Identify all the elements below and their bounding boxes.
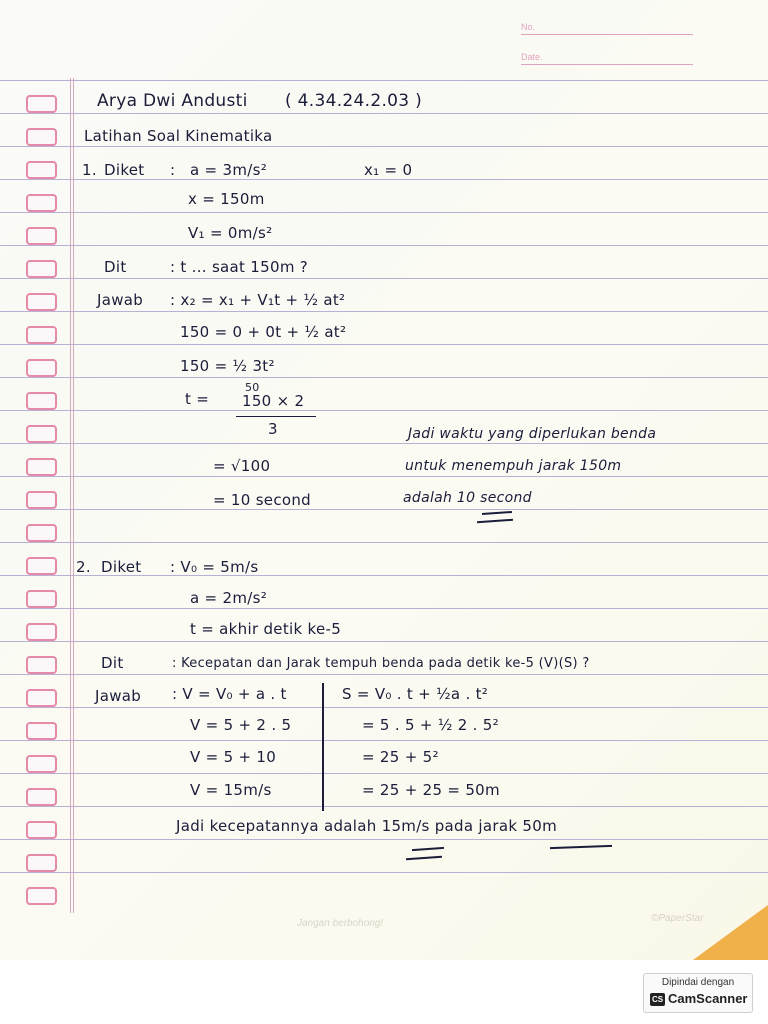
ruled-line: [0, 806, 768, 807]
problem1-conclusion-line2: untuk menempuh jarak 150m: [405, 458, 622, 474]
problem1-jawab-label: Jawab: [97, 291, 144, 309]
scanner-watermark: [643, 973, 753, 1013]
binder-ring: [26, 524, 57, 542]
ruled-line: [0, 80, 768, 81]
problem1-diket-label: Diket: [104, 161, 145, 179]
binder-ring: [26, 293, 57, 311]
binder-ring: [26, 590, 57, 608]
binder-ring: [26, 887, 57, 905]
student-name: Arya Dwi Andusti: [97, 91, 248, 111]
binder-ring: [26, 161, 57, 179]
binder-ring: [26, 128, 57, 146]
column-divider: [322, 683, 324, 811]
problem1-conclusion-line3: adalah 10 second: [403, 490, 532, 506]
binder-ring: [26, 821, 57, 839]
binder-ring: [26, 425, 57, 443]
ruled-line: [0, 278, 768, 279]
problem1-given-a: a = 3m/s²: [190, 161, 268, 179]
margin-line-left: [70, 78, 71, 913]
binder-ring: [26, 854, 57, 872]
ruled-line: [0, 872, 768, 873]
problem2-diket-label: Diket: [101, 558, 142, 576]
binder-ring: [26, 689, 57, 707]
ruled-line: [0, 641, 768, 642]
problem1-step6: = 10 second: [213, 491, 311, 509]
binder-ring: [26, 458, 57, 476]
ruled-line: [0, 443, 768, 444]
ruled-line: [0, 608, 768, 609]
problem2-velocity-step4: V = 15m/s: [190, 781, 272, 799]
ruled-line: [0, 707, 768, 708]
binder-ring: [26, 194, 57, 212]
ruled-line: [0, 179, 768, 180]
answer-underline: [482, 511, 512, 515]
problem2-dit-text: : Kecepatan dan Jarak tempuh benda pada detik ke-5 (V)(S) ?: [172, 656, 590, 671]
problem1-dit-label: Dit: [104, 258, 127, 276]
date-label: Date.: [521, 52, 543, 62]
binder-ring: [26, 326, 57, 344]
date-line: [521, 64, 693, 65]
problem2-given-v0: : V₀ = 5m/s: [170, 558, 259, 576]
footer-brand: ©PaperStar: [651, 913, 704, 924]
ruled-line: [0, 773, 768, 774]
binder-ring: [26, 95, 57, 113]
problem2-velocity-step3: V = 5 + 10: [190, 748, 277, 766]
problem1-given-x: x = 150m: [188, 190, 265, 208]
no-label: No.: [521, 22, 536, 32]
problem1-number: 1.: [82, 161, 97, 179]
binder-ring: [26, 557, 57, 575]
problem1-step3: 150 = ½ 3t²: [180, 357, 275, 375]
problem2-distance-step4: = 25 + 25 = 50m: [362, 781, 500, 799]
answer-underline: [477, 519, 513, 524]
binder-ring: [26, 260, 57, 278]
problem2-distance-step3: = 25 + 5²: [362, 748, 439, 766]
problem2-dit-label: Dit: [101, 654, 124, 672]
binder-ring: [26, 788, 57, 806]
problem2-distance-step2: = 5 . 5 + ½ 2 . 5²: [362, 716, 499, 734]
problem2-given-t: t = akhir detik ke-5: [190, 620, 342, 638]
problem1-step5: = √100: [213, 457, 271, 475]
ruled-line: [0, 245, 768, 246]
binder-ring: [26, 392, 57, 410]
page-corner: [693, 905, 768, 960]
camscanner-logo-icon: CS: [651, 995, 664, 1004]
problem2-distance-step1: S = V₀ . t + ½a . t²: [342, 685, 489, 703]
ruled-line: [0, 740, 768, 741]
problem1-step4-lhs: t =: [185, 390, 210, 408]
problem2-conclusion: Jadi kecepatannya adalah 15m/s pada jarak 50m: [176, 817, 558, 835]
problem1-given-v1: V₁ = 0m/s²: [188, 224, 273, 242]
binder-ring: [26, 722, 57, 740]
ruled-line: [0, 146, 768, 147]
footer-motto: Jangan berbohong!: [297, 918, 384, 929]
problem2-given-a: a = 2m/s²: [190, 589, 268, 607]
binder-ring: [26, 491, 57, 509]
ruled-line: [0, 674, 768, 675]
ruled-line: [0, 344, 768, 345]
scanner-name: CamScanner: [668, 991, 748, 1006]
problem1-step4-numerator: 150 × 2: [242, 392, 305, 410]
binder-ring: [26, 227, 57, 245]
problem1-diket-colon: :: [170, 161, 176, 179]
problem1-step1: : x₂ = x₁ + V₁t + ½ at²: [170, 291, 346, 309]
ruled-line: [0, 410, 768, 411]
ruled-line: [0, 839, 768, 840]
problem2-velocity-step1: : V = V₀ + a . t: [172, 685, 287, 703]
margin-line-right: [73, 78, 74, 913]
ruled-line: [0, 509, 768, 510]
binder-ring: [26, 359, 57, 377]
problem1-conclusion-line1: Jadi waktu yang diperlukan benda: [408, 426, 657, 442]
fraction-bar: [236, 416, 316, 417]
ruled-line: [0, 212, 768, 213]
binder-ring: [26, 623, 57, 641]
ruled-line: [0, 542, 768, 543]
problem2-number: 2.: [76, 558, 91, 576]
problem1-dit-text: : t ... saat 150m ?: [170, 258, 309, 276]
problem1-step4-cancel-value: 50: [245, 381, 260, 394]
problem1-given-x1: x₁ = 0: [364, 161, 413, 179]
ruled-line: [0, 113, 768, 114]
student-id: ( 4.34.24.2.03 ): [285, 91, 423, 111]
answer-underline: [412, 847, 444, 851]
scanner-caption: Dipindai dengan: [661, 977, 735, 988]
worksheet-title: Latihan Soal Kinematika: [84, 127, 273, 145]
problem2-jawab-label: Jawab: [95, 687, 142, 705]
ruled-line: [0, 476, 768, 477]
problem2-velocity-step2: V = 5 + 2 . 5: [190, 716, 292, 734]
ruled-line: [0, 311, 768, 312]
ruled-line: [0, 377, 768, 378]
answer-underline: [406, 856, 442, 861]
problem1-step2: 150 = 0 + 0t + ½ at²: [180, 323, 347, 341]
no-line: [521, 34, 693, 35]
binder-ring: [26, 755, 57, 773]
binder-ring: [26, 656, 57, 674]
problem1-step4-denominator: 3: [268, 420, 278, 438]
answer-underline: [550, 845, 612, 849]
